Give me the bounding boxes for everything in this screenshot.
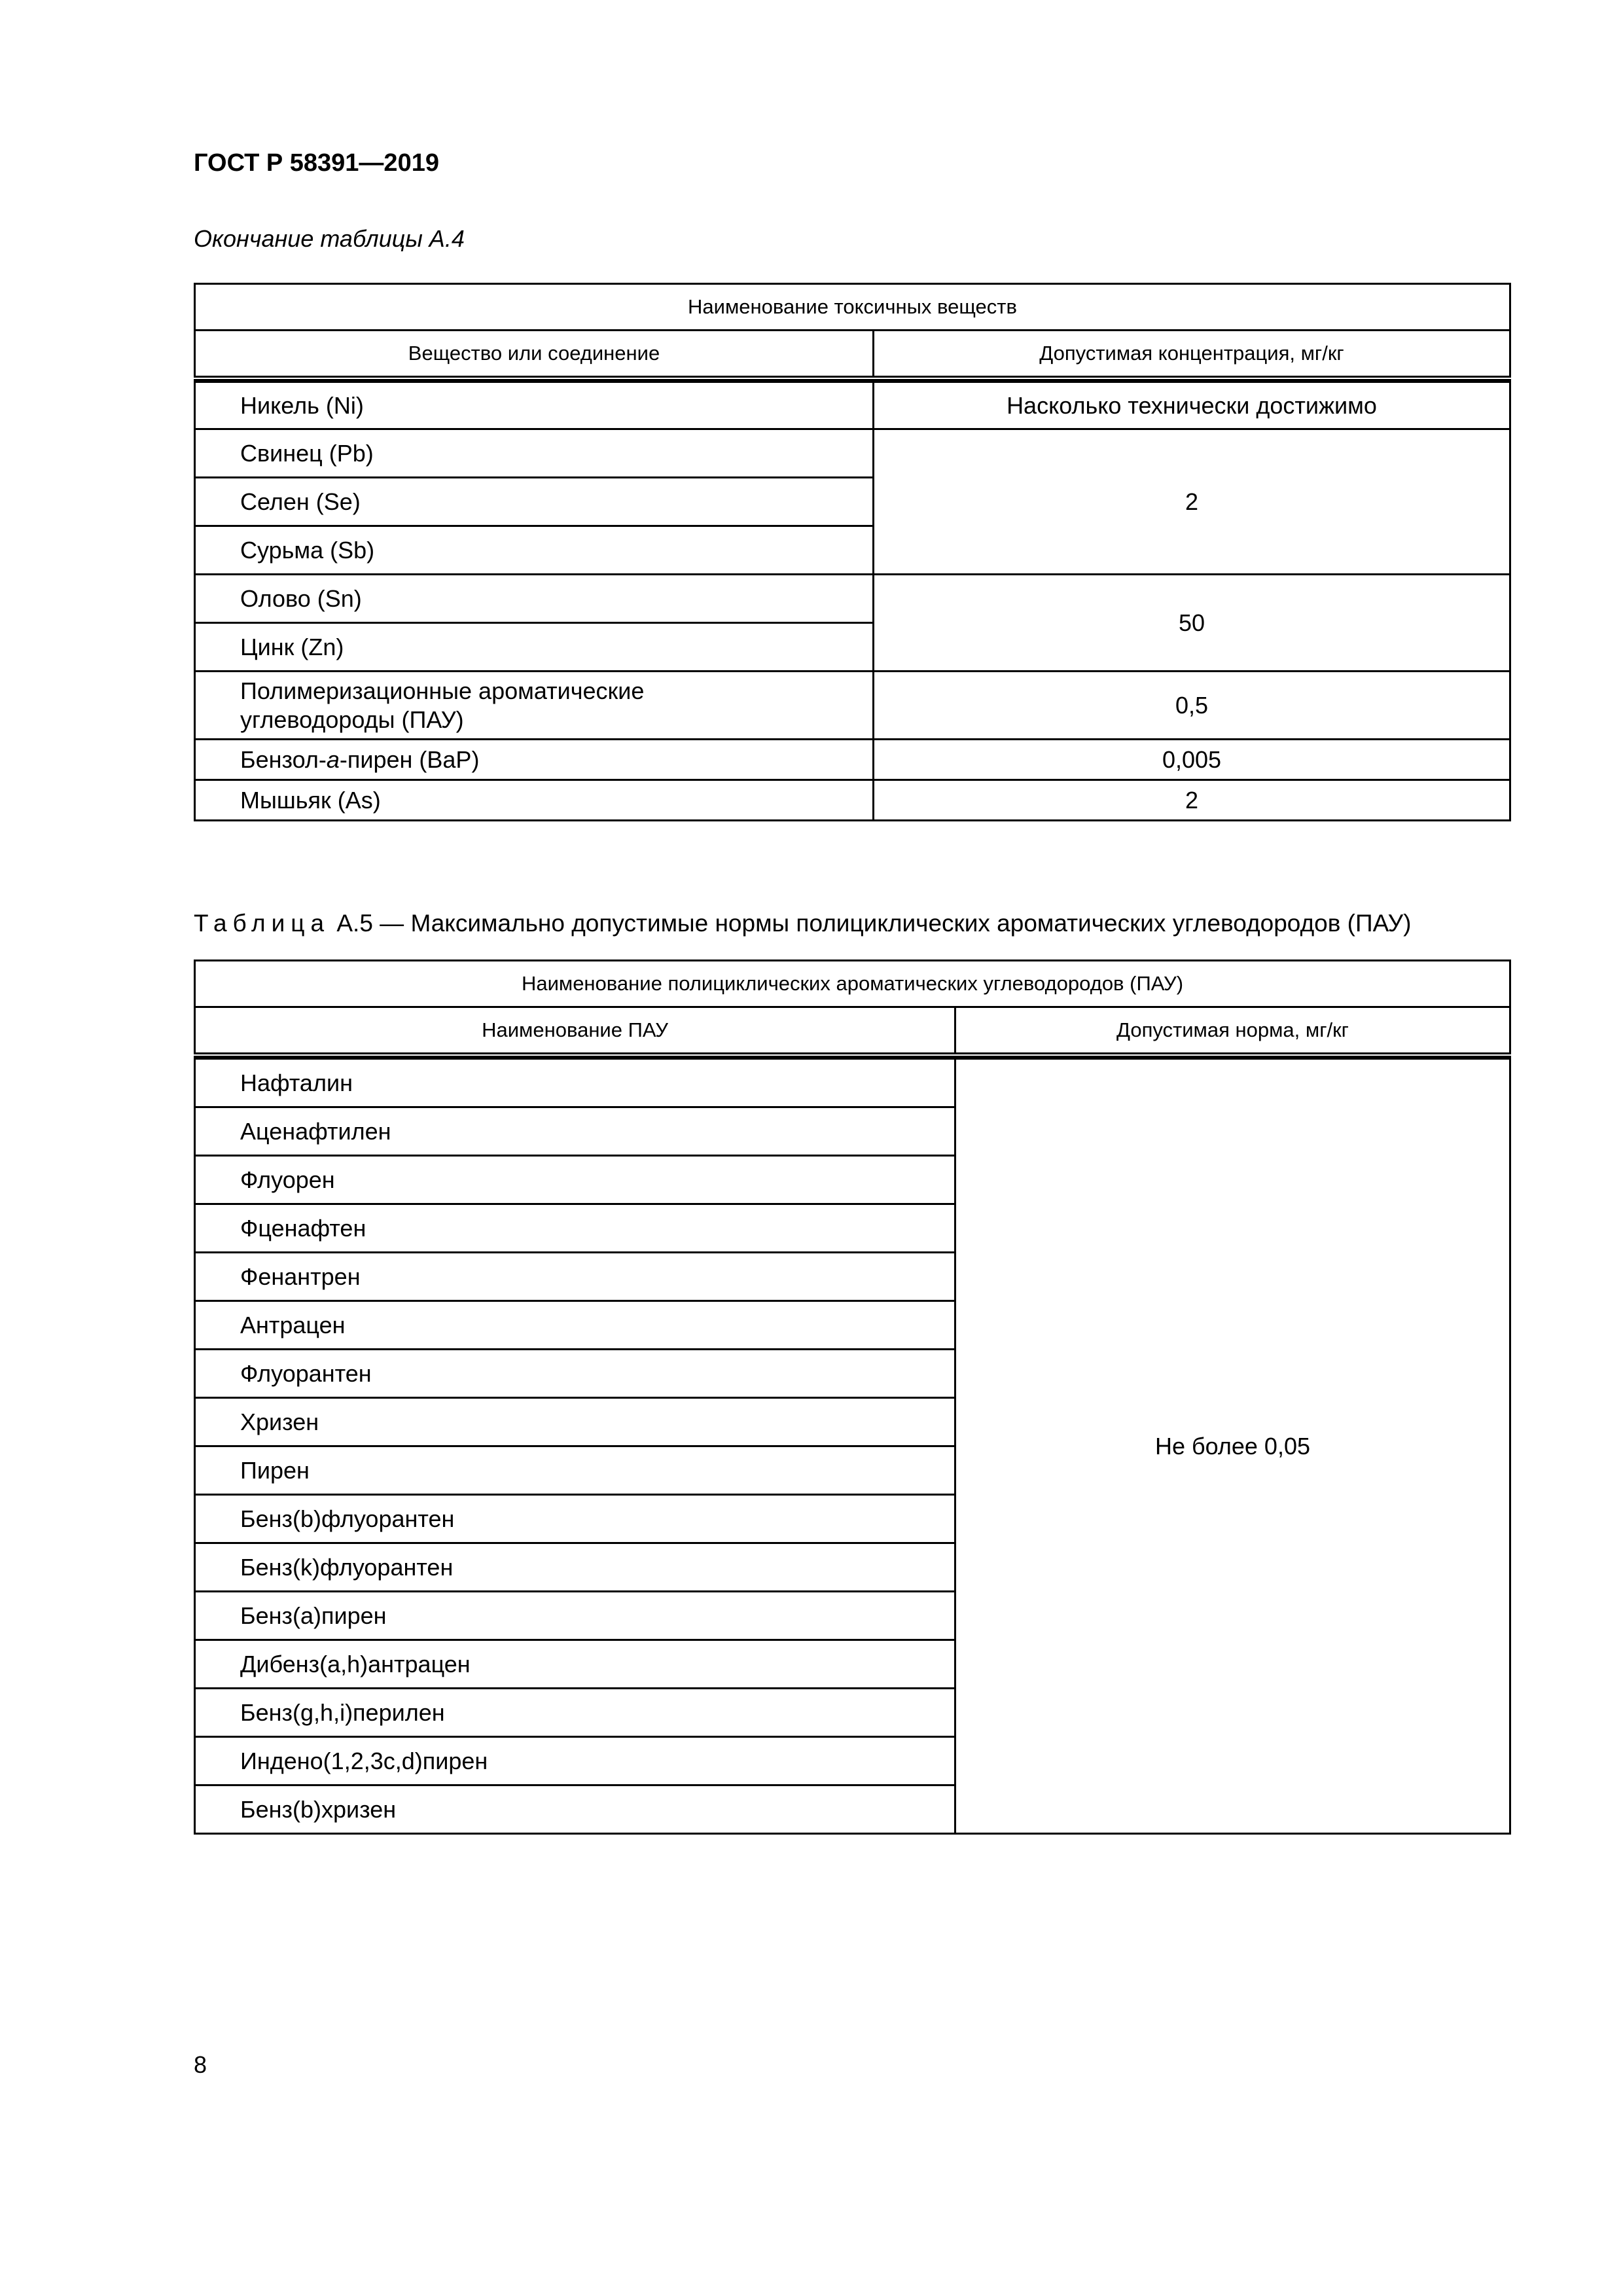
substance-name: [195, 672, 874, 740]
table-a5: [194, 960, 1511, 1835]
standard-code: ГОСТ Р 58391—2019: [194, 149, 439, 177]
pah-name: Дибенз(a,h)антрацен: [195, 1640, 955, 1689]
name-italic: а: [326, 745, 340, 773]
concentration-value: 0,005: [874, 740, 1510, 780]
name-prefix: Бензол-: [240, 745, 327, 773]
pah-name: Фенантрен: [195, 1253, 955, 1301]
concentration-value: 2: [874, 429, 1510, 575]
table-a5-col-norm: Допустимая норма, мг/кг: [955, 1007, 1510, 1056]
substance-name: [195, 740, 874, 780]
concentration-value: 50: [874, 575, 1510, 672]
table-continuation-caption: Окончание таблицы А.4: [194, 225, 465, 252]
substance-name: Никель (Ni): [195, 382, 874, 429]
pah-name: Бенз(b)хризен: [195, 1785, 955, 1834]
pah-name: Нафталин: [195, 1059, 955, 1107]
substance-name: Мышьяк (As): [195, 780, 874, 821]
pah-name: Флуорантен: [195, 1350, 955, 1398]
substance-name: Цинк (Zn): [195, 623, 874, 672]
page-number: 8: [194, 2051, 207, 2078]
pah-name: Хризен: [195, 1398, 955, 1446]
substance-name: Селен (Se): [195, 478, 874, 526]
concentration-value: 2: [874, 780, 1510, 821]
substance-name-line: Полимеризационные ароматические: [240, 677, 645, 704]
pah-name: Флуорен: [195, 1156, 955, 1204]
table-a5-caption: [194, 910, 1411, 937]
table-a5-group-header: Наименование полициклических ароматических углеводородов (ПАУ): [195, 961, 1510, 1007]
pah-norm-value: Не более 0,05: [955, 1059, 1510, 1834]
table-caption-label: Таблица: [194, 910, 330, 937]
substance-name: Сурьма (Sb): [195, 526, 874, 575]
pah-name: Бенз(b)флуорантен: [195, 1495, 955, 1543]
pah-name: Фценафтен: [195, 1204, 955, 1253]
pah-name: Антрацен: [195, 1301, 955, 1350]
substance-name-line: углеводороды (ПАУ): [240, 706, 464, 733]
table-a4-group-header: Наименование токсичных веществ: [195, 284, 1510, 331]
table-a4-col-concentration: Допустимая концентрация, мг/кг: [874, 331, 1510, 379]
name-suffix: -пирен (BaP): [339, 745, 480, 773]
pah-name: Бенз(g,h,i)перилен: [195, 1689, 955, 1737]
pah-name: Пирен: [195, 1446, 955, 1495]
table-a4-col-substance: Вещество или соединение: [195, 331, 874, 379]
substance-name: Свинец (Pb): [195, 429, 874, 478]
pah-name: Аценафтилен: [195, 1107, 955, 1156]
pah-name: Индено(1,2,3c,d)пирен: [195, 1737, 955, 1785]
substance-name: Олово (Sn): [195, 575, 874, 623]
concentration-value: 0,5: [874, 672, 1510, 740]
pah-name: Бенз(k)флуорантен: [195, 1543, 955, 1592]
table-caption-text: А.5 — Максимально допустимые нормы полициклических ароматических углеводородов (ПАУ): [336, 910, 1412, 937]
pah-name: Бенз(a)пирен: [195, 1592, 955, 1640]
table-a5-col-name: Наименование ПАУ: [195, 1007, 955, 1056]
concentration-value: Насколько технически достижимо: [874, 382, 1510, 429]
table-a4: [194, 283, 1511, 821]
